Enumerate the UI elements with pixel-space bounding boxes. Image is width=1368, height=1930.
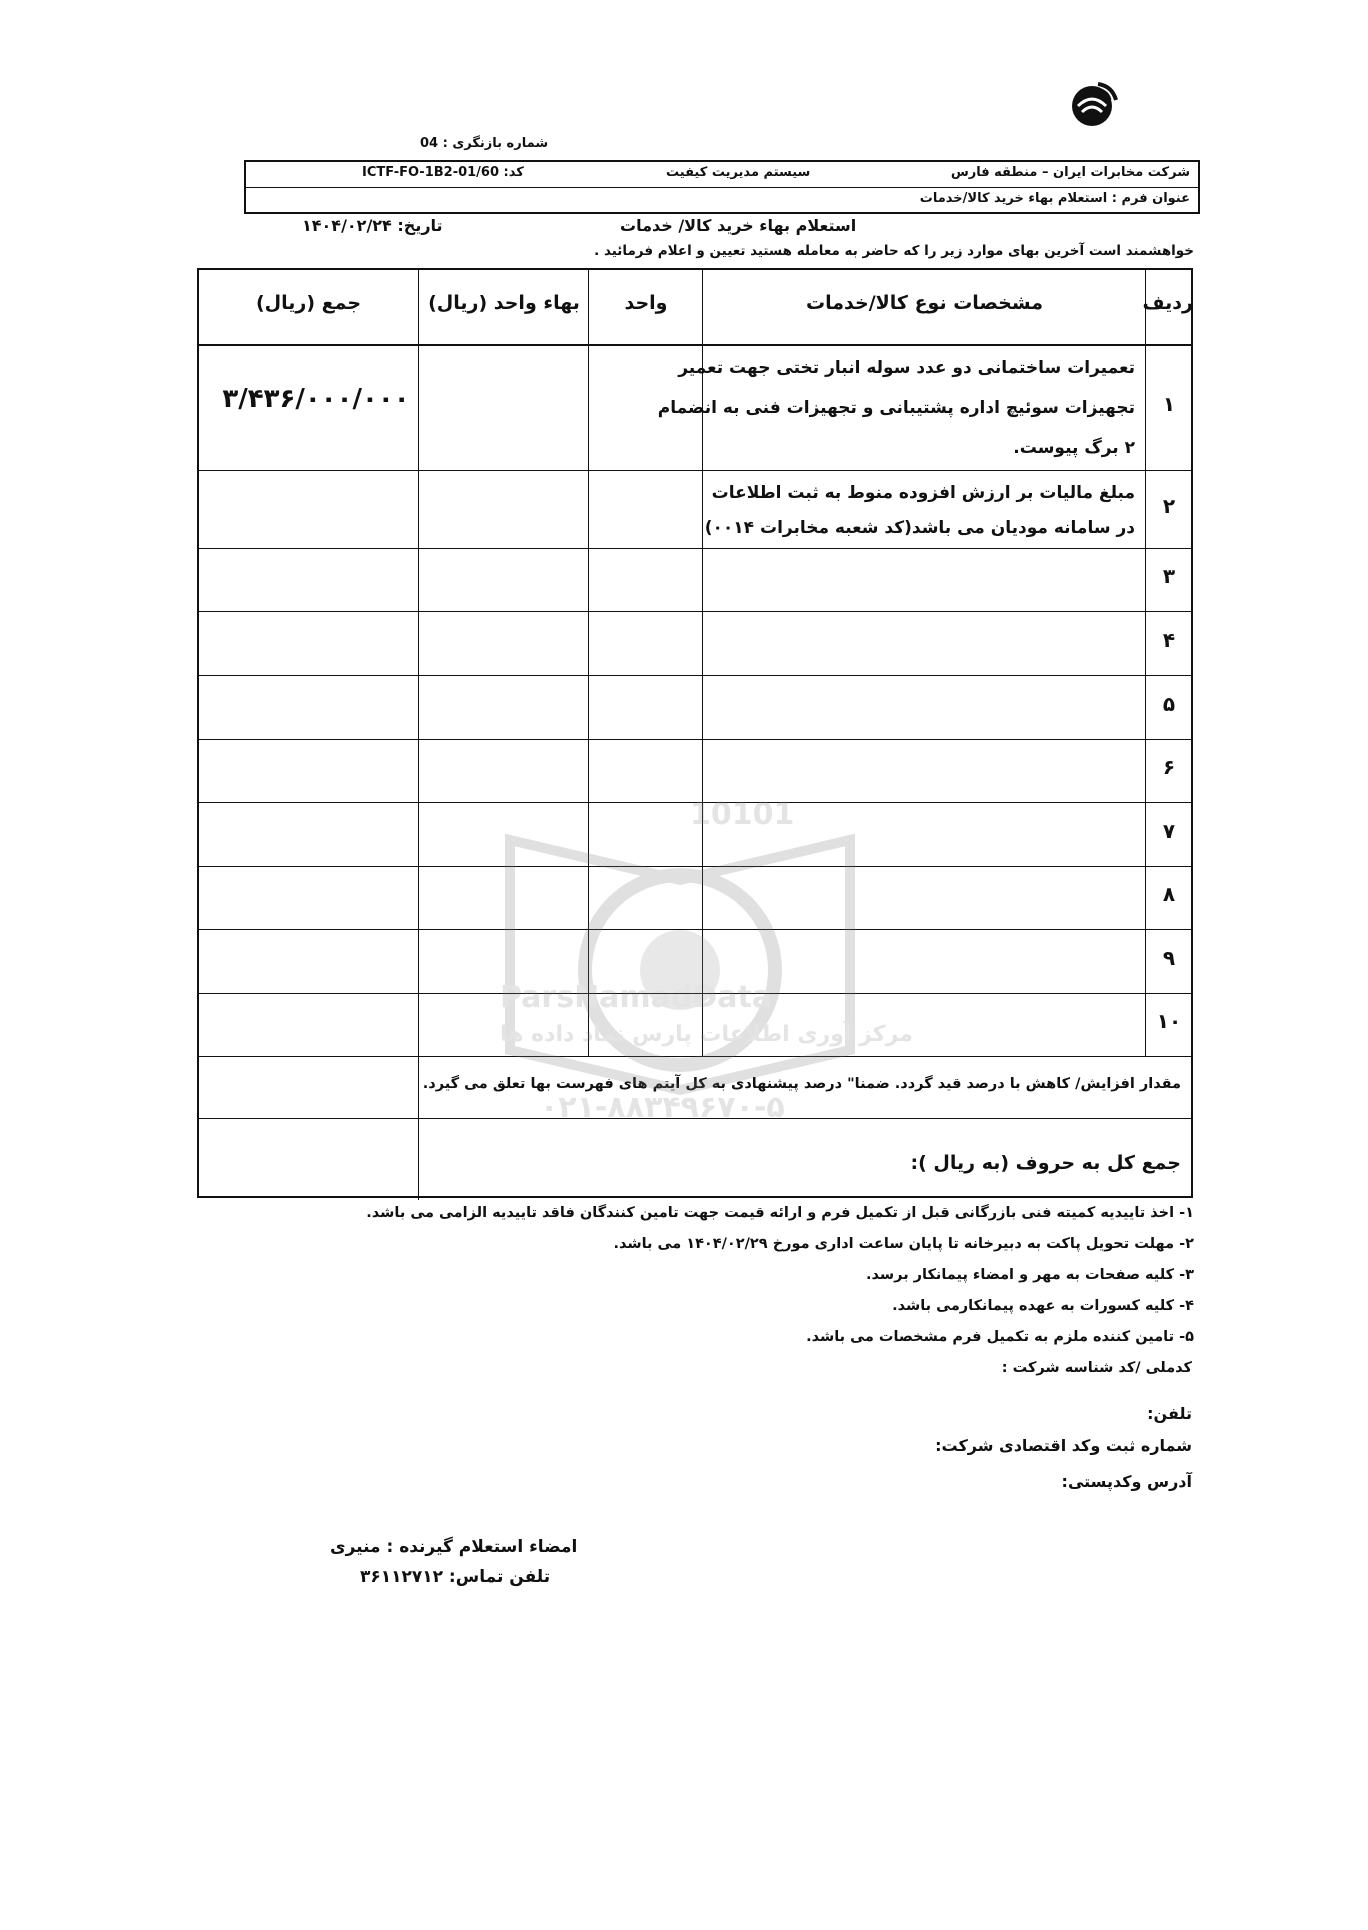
note-item: ۵- تامین کننده ملزم به تکمیل فرم مشخصات می باشد. (806, 1329, 1194, 1345)
phone-label: تلفن: (1147, 1404, 1192, 1423)
total-in-words-label: جمع کل به حروف (به ریال ): (910, 1152, 1181, 1174)
col-total: جمع (ریال) (255, 292, 362, 314)
row-number: ۲ (1162, 494, 1176, 518)
form-header (244, 160, 1200, 214)
watermark-digits: 10101 (690, 797, 795, 832)
row-number: ۹ (1162, 946, 1176, 970)
col-row-number: ردیف (1142, 292, 1193, 314)
item-description-line: تعمیرات ساختمانی دو عدد سوله انبار تختی جهت تعمیر (678, 358, 1135, 378)
row-total-amount: ۳/۴۳۶/۰۰۰/۰۰۰ (222, 384, 410, 414)
item-description-line: ۲ برگ پیوست. (1013, 438, 1135, 458)
watermark-brand: ParsNamadData (500, 980, 773, 1015)
inquiry-date: تاریخ: ۱۴۰۴/۰۲/۲۴ (302, 216, 443, 235)
inquiry-title: استعلام بهاء خرید کالا/ خدمات (620, 216, 857, 235)
col-unit-price: بهاء واحد (ریال) (428, 292, 580, 314)
revision-number: شماره بازنگری : 04 (420, 136, 549, 151)
form-title: عنوان فرم : استعلام بهاء خرید کالا/خدمات (919, 191, 1190, 206)
system-name: سیستم مدیریت کیفیت (666, 165, 811, 180)
row-number: ۸ (1162, 882, 1176, 906)
col-unit: واحد (624, 292, 668, 314)
item-description-line: مبلغ مالیات بر ارزش افزوده منوط به ثبت اطلاعات (711, 483, 1135, 503)
company-name: شرکت مخابرات ایران – منطقه فارس (950, 165, 1190, 180)
note-item: ۲- مهلت تحویل پاکت به دبیرخانه تا پایان ساعت اداری مورخ ۱۴۰۴/۰۲/۲۹ می باشد. (613, 1236, 1194, 1252)
row-number: ۱۰ (1156, 1009, 1182, 1033)
watermark-emblem-icon (480, 797, 880, 1140)
contact-phone: تلفن تماس: ۳۶۱۱۲۷۱۲ (360, 1567, 551, 1587)
row-number: ۴ (1162, 628, 1176, 652)
national-id-label: کدملی /کد شناسه شرکت : (1001, 1360, 1192, 1376)
registration-label: شماره ثبت وکد اقتصادی شرکت: (935, 1436, 1192, 1455)
company-logo-icon (1068, 78, 1120, 130)
signer-name: امضاء استعلام گیرنده : منیری (330, 1537, 578, 1557)
request-text: خواهشمند است آخرین بهای موارد زیر را که حاضر به معامله هستید تعیین و اعلام فرمائید . (594, 243, 1194, 259)
row-number: ۷ (1162, 819, 1176, 843)
watermark-subtitle: مرکز آوری اطلاعات پارس نماد داده ها (500, 1022, 913, 1047)
watermark-phone: ۰۲۱-۸۸۳۴۹۶۷۰-۵ (540, 1090, 785, 1125)
address-label: آدرس وکدپستی: (1061, 1472, 1192, 1491)
note-item: ۱- اخذ تاییدیه کمیته فنی بازرگانی قبل از تکمیل فرم و ارائه قیمت جهت تامین کنندگان فاقد تاییدیه الزامی می باشد. (366, 1205, 1194, 1221)
form-code: ICTF-FO-1B2-01/60 :کد (362, 165, 524, 180)
row-number: ۶ (1162, 755, 1176, 779)
row-number: ۳ (1162, 564, 1176, 588)
watermark (480, 797, 913, 1140)
item-description-line: در سامانه مودیان می باشد(کد شعبه مخابرات ۰۰۱۴) (704, 518, 1135, 538)
col-description: مشخصات نوع کالا/خدمات (806, 292, 1043, 314)
note-item: ۳- کلیه صفحات به مهر و امضاء پیمانکار برسد. (866, 1267, 1194, 1283)
row-number: ۱ (1162, 392, 1176, 416)
row-number: ۵ (1162, 692, 1176, 716)
adjustment-note: مقدار افزایش/ کاهش با درصد قید گردد. ضمنا" درصد پیشنهادی به کل آیتم های فهرست بها تعلق می گیرد. (422, 1076, 1181, 1092)
item-description-line: تجهیزات سوئیچ اداره پشتیبانی و تجهیزات فنی به انضمام (657, 398, 1135, 418)
note-item: ۴- کلیه کسورات به عهده پیمانکارمی باشد. (892, 1298, 1194, 1314)
